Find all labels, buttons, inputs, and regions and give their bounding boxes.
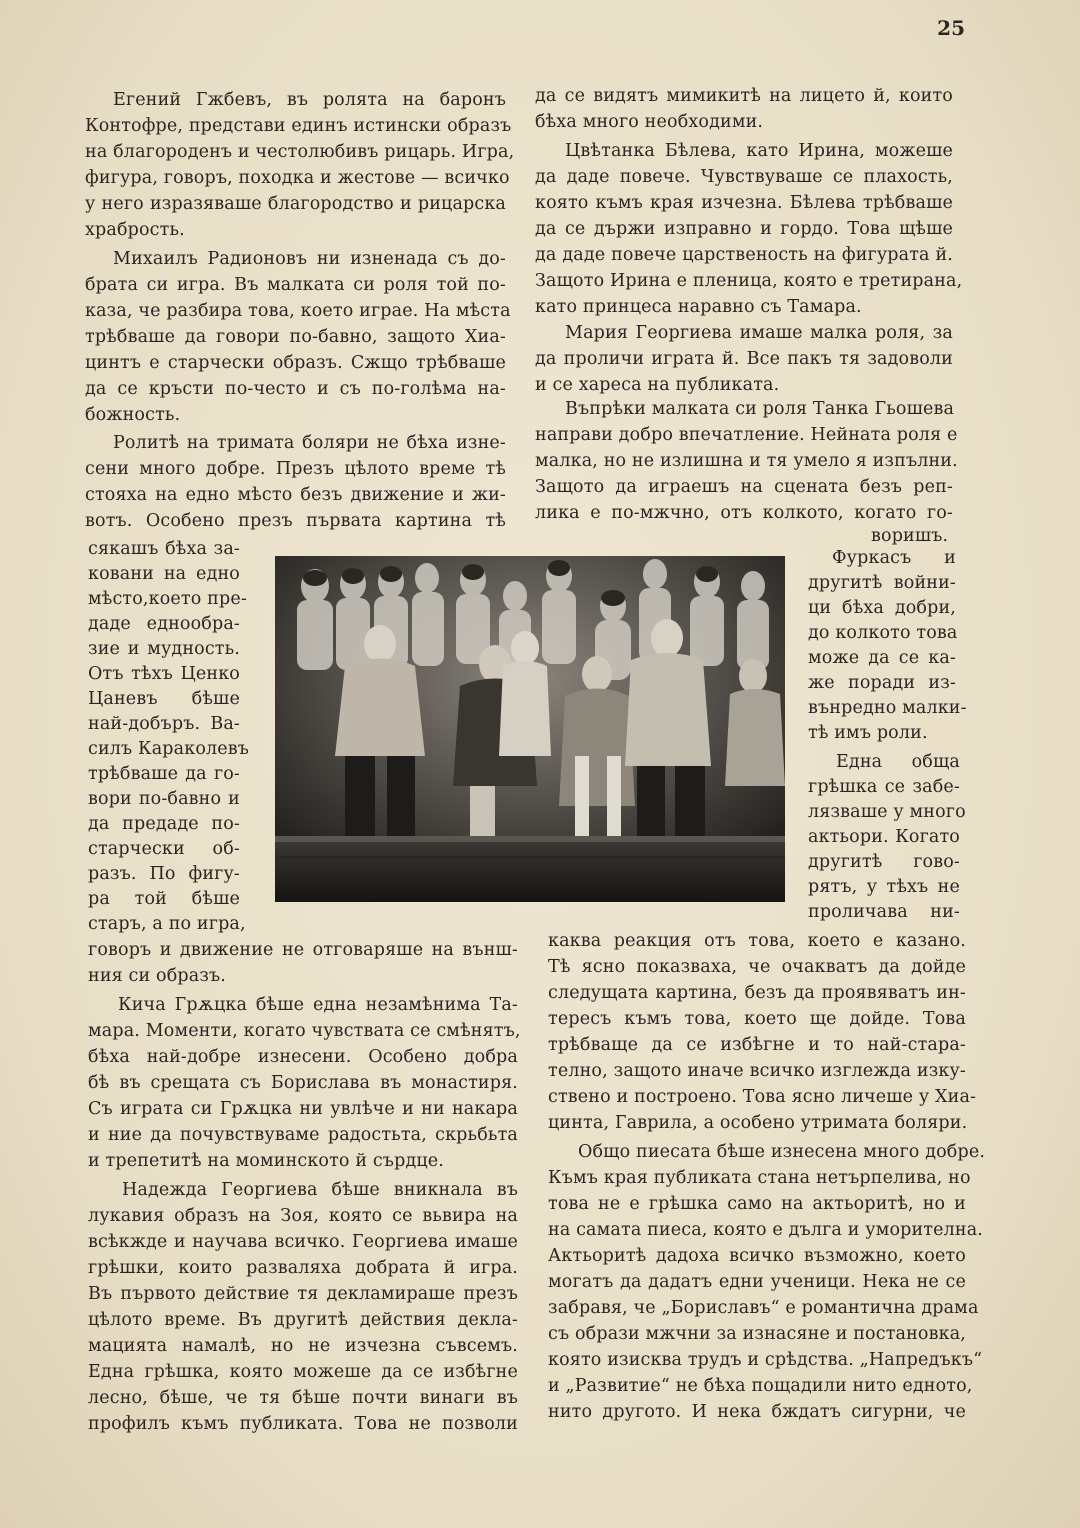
text-line: старъ, а по игра, [88,914,246,934]
text-line: Цаневъ бѣше [88,689,240,709]
text-line: и ние да почувствуваме радостьта, скрьбьта [88,1125,518,1145]
text-line: вотъ. Особено презъ първата картина тѣ [85,511,506,531]
text-line: забравя, че „Бориславъ“ е романтична драма [548,1298,979,1318]
text-line: Една грѣшка, която можеше да се избѣгне [88,1362,518,1382]
text-line: Една обща [836,752,960,772]
text-line: силъ Караколевъ [88,739,250,759]
text-line: каза, че разбира това, което играе. На мѣста [85,301,511,321]
text-line: Съ играта си Грѫцка ни увлѣче и ни накара [88,1099,518,1119]
text-line: ра той бѣше [88,889,240,909]
text-line: това не е грѣшка само на актьоритѣ, но и [548,1194,966,1214]
text-line: тѣ имъ роли. [808,723,928,743]
text-line: даде еднообра- [88,614,240,634]
text-line: цѣлото време. Въ другитѣ действия декла- [88,1310,518,1330]
text-line: трѣбваще да се избѣгне и то най-стара- [548,1035,966,1055]
text-line: брата си игра. Въ малката си роля той по- [85,275,506,295]
text-line: мѣсто,което пре- [88,589,247,609]
text-line: Егений Гжбевъ, въ ролята на баронъ [113,90,506,110]
text-line: Цвѣтанка Бѣлева, като Ирина, можеше [565,141,953,161]
text-line: могатъ да дадатъ едни ученици. Нека не се [548,1272,966,1292]
text-line: другитѣ войни- [808,573,956,593]
text-line: Актьоритѣ дадоха всичко възможно, което [548,1246,966,1266]
text-line: актьори. Когато [808,827,960,847]
page-number: 25 [937,16,965,40]
stage-photo [275,556,785,902]
text-line: и се хареса на публиката. [535,375,780,395]
text-line: Защото да играешъ на сцената безъ реп- [535,477,953,497]
text-line: да даде повече царственость на фигурата й. [535,245,953,265]
text-line: сени много добре. Презъ цѣлото време тѣ [85,459,506,479]
text-line: Защото Ирина е пленица, която е третирана, [535,271,963,291]
text-line: грѣшка се забе- [808,777,960,797]
text-line: лязваше у много [808,802,966,822]
text-line: рятъ, у тѣхъ не [808,877,960,897]
text-line: каква реакция отъ това, което е казано. [548,931,966,951]
text-line: всѣкжде и научава всичко. Георгиева имаше [88,1232,518,1252]
text-line: Контофре, представи единъ истински образъ [85,116,512,136]
text-line: трѣбваше да говори по-бавно, защото Хиа- [85,327,506,347]
text-line: профилъ къмъ публиката. Това не позволи [88,1414,518,1434]
text-line: нито другото. И нека бждатъ сигурни, че [548,1402,966,1422]
text-line: тересъ къмъ това, което ще дойде. Това [548,1009,966,1029]
text-line: вори по-бавно и [88,789,240,809]
text-line: другитѣ гово- [808,852,960,872]
text-line: цинтъ е старчески образъ. Сжщо трѣбваше [85,353,506,373]
text-line: мацията намалѣ, но не изчезна съвсемъ. [88,1336,518,1356]
text-line: цинта, Гаврила, а особено утримата боляри. [548,1113,968,1133]
text-line: като принцеса наравно съ Тамара. [535,297,862,317]
text-line: ци бѣха добри, [808,598,956,618]
text-line: Надежда Георгиева бѣше вникнала въ [122,1180,518,1200]
text-line: говоръ и движение не отговаряше на външ- [88,940,518,960]
text-line: Фуркасъ и [832,548,956,568]
text-line: Отъ тѣхъ Ценко [88,664,240,684]
text-line: да се видятъ мимикитѣ на лицето й, които [535,86,953,106]
text-line: съ образи мжчни за изнасяне и постановка, [548,1324,966,1344]
text-line: и „Развитие“ не бѣха пощадили нито едното, [548,1376,973,1396]
text-line: малка, но не излишна и тя умело я изпълни. [535,451,958,471]
text-line: зие и мудность. [88,639,240,659]
text-line: бѣ въ срещата съ Борислава въ монастиря. [88,1073,518,1093]
text-line: воришъ. [871,526,949,546]
text-line: на благороденъ и честолюбивъ рицарь. Игра, [85,142,515,162]
text-line: храбрость. [85,220,185,240]
text-line: следущата картина, безъ да проявяватъ ин- [548,983,966,1003]
text-line: бѣха много необходими. [535,112,764,132]
text-line: разъ. По фигу- [88,864,240,884]
text-line: лесно, бѣше, че тя бѣше почти винаги въ [88,1388,518,1408]
text-line: вънредно малки- [808,698,967,718]
text-line: да се кръсти по-често и съ по-голѣма на- [85,379,506,399]
text-line: бѣха най-добре изнесени. Особено добра [88,1047,518,1067]
text-line: да предаде по- [88,814,240,834]
text-line: старчески об- [88,839,240,859]
text-line: Въ първото действие тя декламираше презъ [88,1284,518,1304]
text-line: може да се ка- [808,648,956,668]
text-line: трѣбваше да го- [88,764,240,784]
text-line: Михаилъ Радионовъ ни изненада съ до- [113,249,506,269]
text-line: да проличи играта й. Все пакъ тя задоволи [535,349,953,369]
text-line: Кича Грѫцка бѣше една незамѣнима Та- [118,995,518,1015]
text-line: ковани на едно [88,564,240,584]
text-line: Мария Георгиева имаше малка роля, за [565,323,953,343]
text-line: божность. [85,405,181,425]
text-line: грѣшки, които разваляха добрата й игра. [88,1258,518,1278]
text-line: ния си образъ. [88,966,227,986]
text-line: Общо пиесата бѣше изнесена много добре. [578,1142,986,1162]
text-line: на самата пиеса, която е дълга и уморителна. [548,1220,984,1240]
text-line: направи добро впечатление. Нейната роля е [535,425,958,445]
text-line: фигура, говоръ, походка и жестове — всичко [85,168,510,188]
text-line: Ролитѣ на тримата боляри не бѣха изне- [113,433,506,453]
text-line: лукавия образъ на Зоя, която се вьвира на [88,1206,518,1226]
text-line: ствено и построено. Това ясно личеше у Хиа- [548,1087,977,1107]
text-line: Къмъ края публиката стана нетърпелива, но [548,1168,971,1188]
text-line: же поради из- [808,673,956,693]
text-line: която къмъ края изчезна. Бѣлева трѣбваше [535,193,953,213]
text-line: най-добъръ. Ва- [88,714,240,734]
text-line: която изисква трудъ и срѣдства. „Напредъкъ“ [548,1350,983,1370]
text-line: сякашъ бѣха за- [88,539,240,559]
text-line: до колкото това [808,623,958,643]
text-line: у него изразяваше благородство и рицарска [85,194,506,214]
text-line: да се държи изправно и гордо. Това щѣше [535,219,953,239]
stage-photo-image [275,556,785,902]
text-line: мара. Моменти, когато чувствата се смѣнятъ, [88,1021,521,1041]
text-line: и трепетитѣ на моминското й сърдце. [88,1151,444,1171]
text-line: да даде повече. Чувствуваше се плахость, [535,167,953,187]
text-line: лика е по-мжчно, отъ колкото, когато го- [535,503,953,523]
text-line: проличава ни- [808,902,960,922]
text-line: телно, защото иначе всичко изглежда изку- [548,1061,966,1081]
text-line: Въпрѣки малката си роля Танка Гьошева [565,399,955,419]
text-line: Тѣ ясно показваха, че очакватъ да дойде [548,957,966,977]
text-line: стояха на едно мѣсто безъ движение и жи- [85,485,506,505]
